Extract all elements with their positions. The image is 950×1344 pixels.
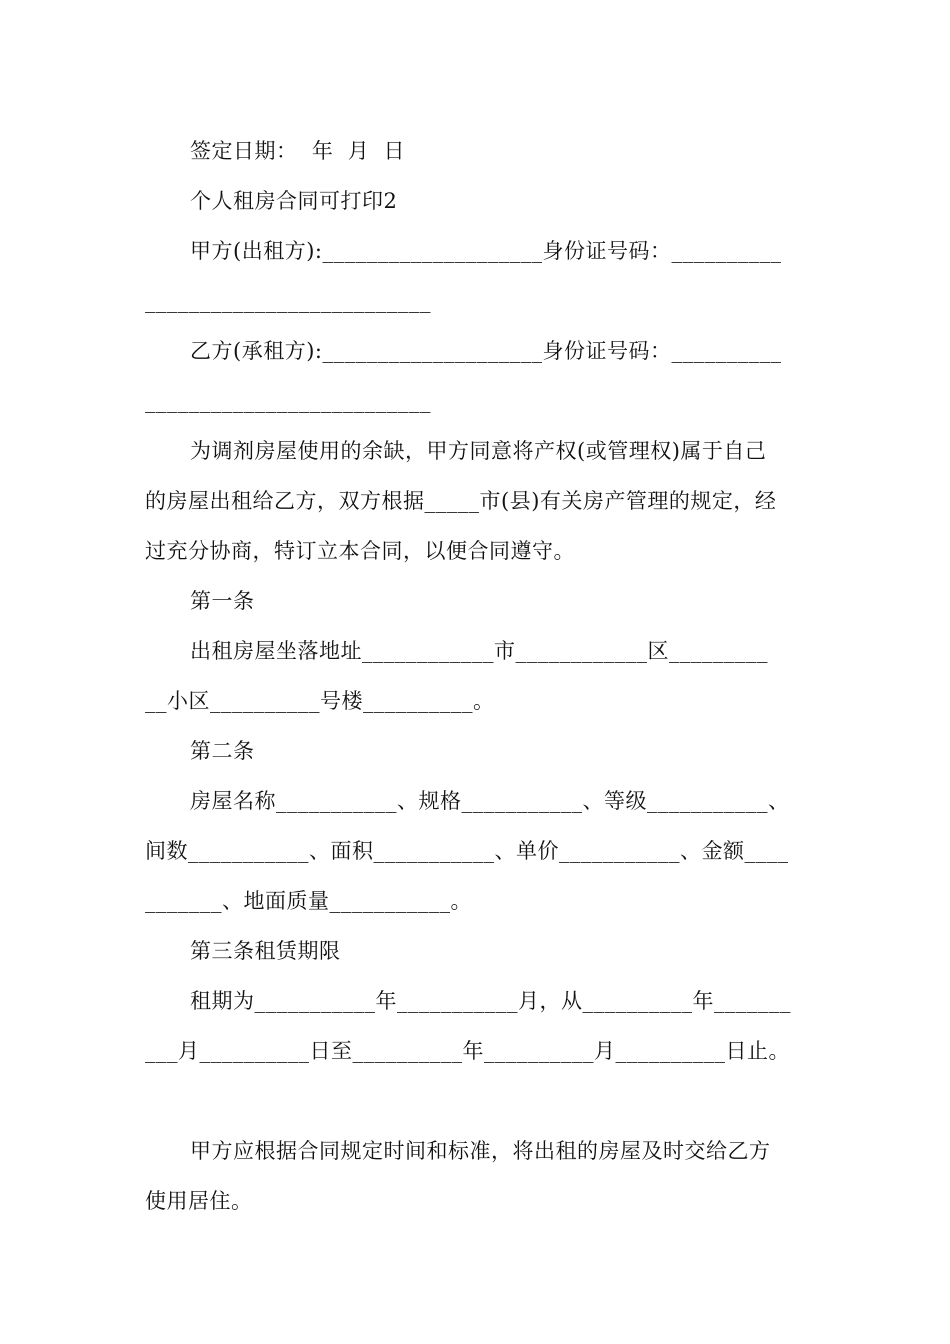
article-1-heading: 第一条 [190,589,255,613]
handover-line-1: 甲方应根据合同规定时间和标准，将出租的房屋及时交给乙方 [190,1139,771,1163]
article-1-address-line-2: __小区__________号楼__________。 [145,689,495,713]
preamble-line-1: 为调剂房屋使用的余缺，甲方同意将产权(或管理权)属于自己 [190,439,767,463]
article-3-heading: 第三条租赁期限 [190,939,341,963]
party-b-line: 乙方(承租方):____________________身份证号码：__________ [190,339,782,363]
article-3-term-line-2: ___月__________日至__________年__________月__________日止。 [145,1039,790,1063]
article-1-address-line-1: 出租房屋坐落地址____________市____________区_________ [190,639,768,663]
article-2-line-2: 间数___________、面积___________、单价___________、金额____ [145,839,789,863]
handover-line-2: 使用居住。 [145,1189,253,1213]
article-3-term-line-1: 租期为___________年___________月，从__________年_______ [190,989,791,1013]
signing-date: 签定日期： 年 月 日 [190,139,406,163]
party-b-id-continuation: __________________________ [145,389,431,413]
document-title: 个人租房合同可打印2 [190,189,398,213]
party-a-id-continuation: __________________________ [145,289,431,313]
party-a-line: 甲方(出租方):____________________身份证号码：__________ [190,239,782,263]
article-2-heading: 第二条 [190,739,255,763]
preamble-line-3: 过充分协商，特订立本合同，以便合同遵守。 [145,539,575,563]
article-2-line-1: 房屋名称___________、规格___________、等级___________、 [190,789,790,813]
article-2-line-3: _______、地面质量___________。 [145,889,472,913]
preamble-line-2: 的房屋出租给乙方，双方根据_____市(县)有关房产管理的规定，经 [145,489,777,513]
